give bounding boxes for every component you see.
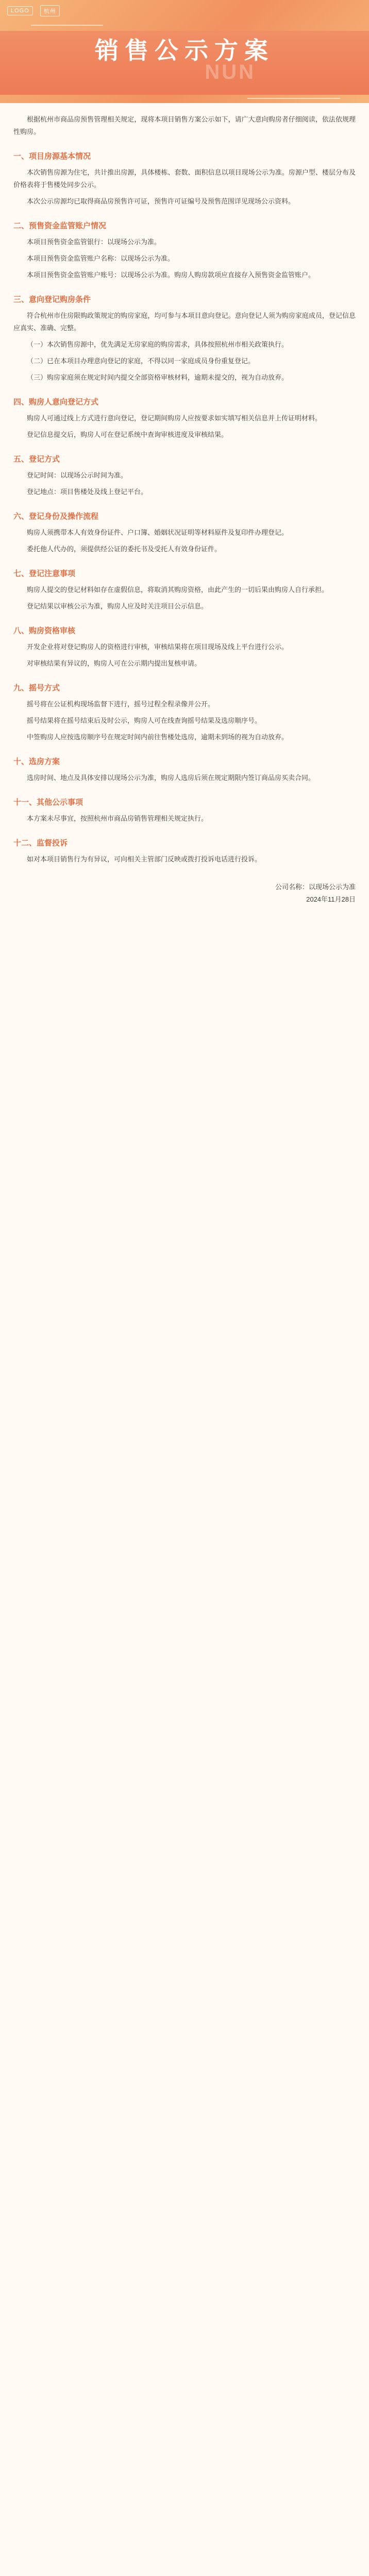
page-title: 销售公示方案 (95, 37, 274, 64)
section-paragraph: 登记时间：以现场公示时间为准。 (27, 471, 128, 479)
banner-deco-text: NUN (205, 61, 256, 83)
section-paragraph: 本项目预售资金监管银行：以现场公示为准。 (27, 238, 161, 246)
section-paragraph: （一）本次销售房源中，优先满足无房家庭的购房需求，具体按照杭州市相关政策执行。 (27, 341, 289, 348)
section-paragraph: 摇号结果将在摇号结束后及时公示，购房人可在线查询摇号结果及选房顺序号。 (27, 717, 262, 724)
logo-right: 杭州 (40, 5, 60, 16)
signoff-date: 2024年11月28日 (306, 895, 356, 903)
section-paragraph: 购房人须携带本人有效身份证件、户口簿、婚姻状况证明等材料原件及复印件办理登记。 (27, 529, 289, 536)
section-heading: 二、预售资金监管账户情况 (13, 222, 107, 230)
section-heading: 七、登记注意事项 (13, 569, 76, 578)
logo-row (7, 5, 60, 16)
section-paragraph: 开发企业将对登记购房人的资格进行审核，审核结果将在项目现场及线上平台进行公示。 (27, 643, 289, 651)
section-paragraph: 委托他人代办的，须提供经公证的委托书及受托人有效身份证件。 (27, 545, 222, 553)
section-paragraph: 本项目预售资金监管账户名称：以现场公示为准。 (27, 255, 175, 262)
sections-container (13, 150, 356, 866)
section-heading: 四、购房人意向登记方式 (13, 398, 99, 406)
logo-left: LOGO (7, 6, 33, 15)
section-paragraph: 登记信息提交后，购房人可在登记系统中查询审核进度及审核结果。 (27, 431, 228, 438)
banner-stripe (31, 25, 103, 26)
document-body (0, 103, 369, 926)
section-heading: 十、选房方案 (13, 757, 60, 766)
signoff-company: 公司名称：以现场公示为准 (275, 883, 356, 891)
section-paragraph: 对审核结果有异议的，购房人可在公示期内提出复核申请。 (27, 659, 202, 667)
section-paragraph: 本次销售房源为住宅，共计推出房源，具体楼栋、套数、面积信息以项目现场公示为准。房源户型、楼层分布及价格表将于售楼处同步公示。 (13, 168, 356, 189)
section-paragraph: 中签购房人应按选房顺序号在规定时间内前往售楼处选房，逾期未到场的视为自动放弃。 (27, 733, 289, 741)
title-wrap (0, 32, 369, 66)
section-paragraph: （三）购房家庭须在规定时间内提交全部资格审核材料，逾期未提交的，视为自动放弃。 (27, 374, 289, 381)
banner-stripe (247, 98, 340, 99)
section-heading: 八、购房资格审核 (13, 626, 76, 635)
section-heading: 三、意向登记购房条件 (13, 295, 91, 304)
section-paragraph: 如对本项目销售行为有异议，可向相关主管部门反映或拨打投诉电话进行投诉。 (27, 855, 262, 863)
section-paragraph: （二）已在本项目办理意向登记的家庭，不得以同一家庭成员身份重复登记。 (27, 357, 255, 365)
section-paragraph: 购房人可通过线上方式进行意向登记，登记期间购房人应按要求如实填写相关信息并上传证明材料。 (27, 414, 322, 422)
section-paragraph: 本方案未尽事宜，按照杭州市商品房销售管理相关规定执行。 (27, 815, 208, 822)
intro-paragraph: 根据杭州市商品房预售管理相关规定，现将本项目销售方案公示如下，请广大意向购房者仔细阅读，依法依规理性购房。 (13, 115, 356, 135)
section-paragraph: 本次公示房源均已取得商品房预售许可证，预售许可证编号及预售范围详见现场公示资料。 (27, 197, 295, 205)
section-heading: 九、摇号方式 (13, 684, 60, 692)
section-paragraph: 登记地点：项目售楼处及线上登记平台。 (27, 488, 148, 496)
section-paragraph: 摇号将在公证机构现场监督下进行，摇号过程全程录像并公开。 (27, 700, 215, 708)
signoff-block (13, 881, 356, 906)
section-heading: 五、登记方式 (13, 455, 60, 464)
section-heading: 十一、其他公示事项 (13, 798, 83, 807)
footer-spacer (13, 906, 356, 926)
section-heading: 六、登记身份及操作流程 (13, 512, 99, 521)
section-heading: 一、项目房源基本情况 (13, 152, 91, 161)
section-paragraph: 登记结果以审核公示为准，购房人应及时关注项目公示信息。 (27, 602, 208, 610)
section-paragraph: 选房时间、地点及具体安排以现场公示为准，购房人选房后须在规定期限内签订商品房买卖合同。 (27, 774, 315, 782)
section-heading: 十二、监督投诉 (13, 839, 68, 848)
section-paragraph: 购房人提交的登记材料如存在虚假信息，将取消其购房资格，由此产生的一切后果由购房人自行承担。 (27, 586, 329, 594)
section-paragraph: 符合杭州市住房限购政策规定的购房家庭，均可参与本项目意向登记。意向登记人须为购房家庭成员，登记信息应真实、准确、完整。 (13, 312, 356, 332)
section-paragraph: 本项目预售资金监管账户账号：以现场公示为准。购房人购房款项应直接存入预售资金监管账户。 (27, 271, 315, 279)
header-banner (0, 0, 369, 103)
